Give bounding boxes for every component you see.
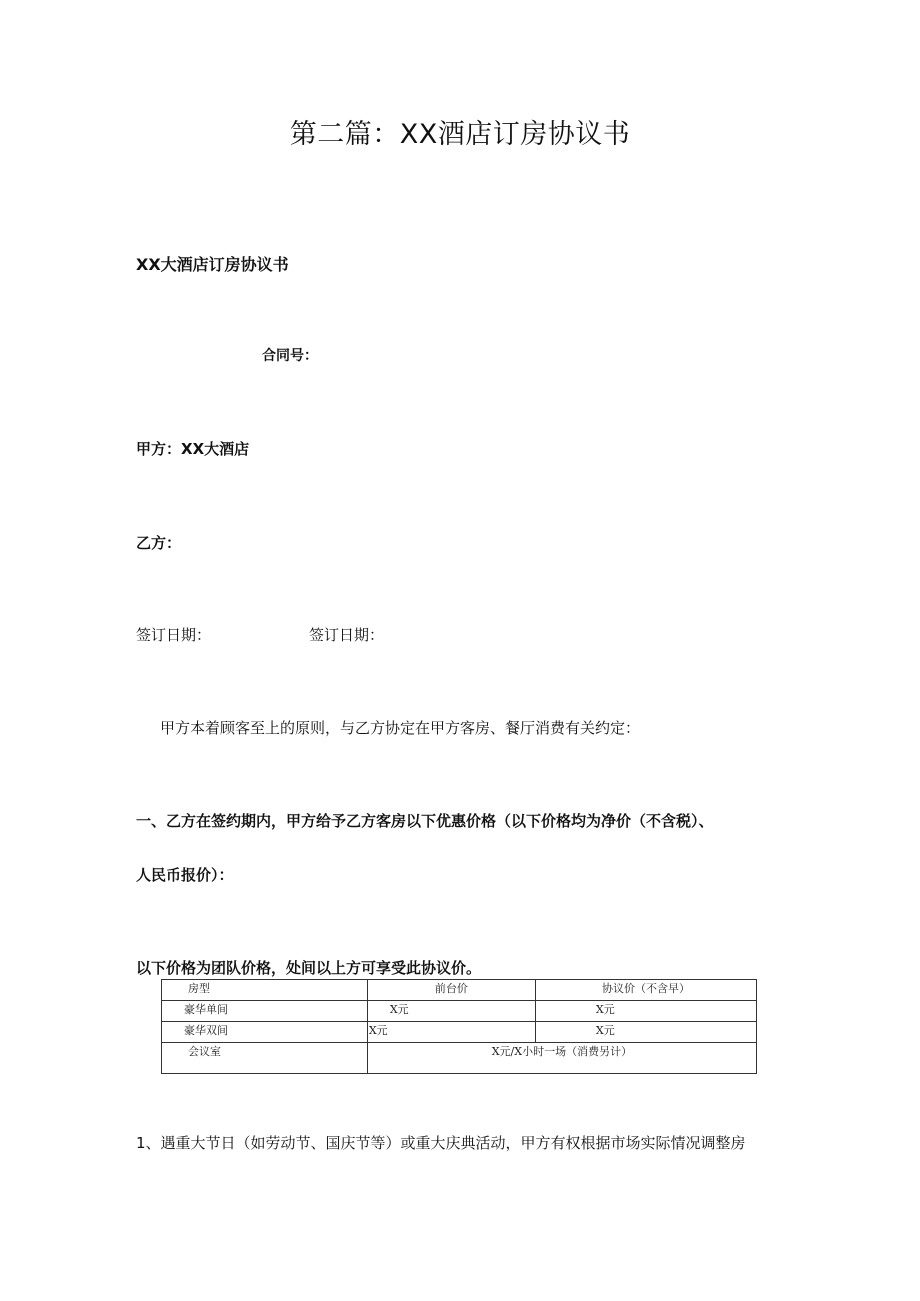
intro-paragraph: 甲方本着顾客至上的原则，与乙方协定在甲方客房、餐厅消费有关约定： — [160, 719, 641, 737]
header-agreement-price: 协议价（不含早） — [535, 980, 756, 1001]
room-type-cell: 豪华单间 — [162, 1001, 368, 1022]
table-row — [162, 1022, 757, 1043]
page-title: 第二篇：XX酒店订房协议书 — [289, 119, 631, 150]
clause-1-line-1: 一、乙方在签约期内，甲方给予乙方客房以下优惠价格（以下价格均为净价（不含税）、 — [136, 812, 714, 830]
front-price-cell: X元 — [367, 1001, 535, 1022]
price-table — [161, 979, 757, 1074]
room-type-cell: 会议室 — [162, 1043, 368, 1074]
room-type-cell: 豪华双间 — [162, 1022, 368, 1043]
group-price-note: 以下价格为团队价格，处间以上方可享受此协议价。 — [136, 959, 482, 977]
agreement-subtitle: XX大酒店订房协议书 — [136, 255, 289, 274]
agreement-price-cell: X元 — [535, 1022, 756, 1043]
clause-1-line-2: 人民币报价）： — [136, 866, 234, 884]
sign-date-label-party-b: 签订日期： — [309, 626, 385, 644]
front-price-cell: X元 — [367, 1022, 535, 1043]
item-1-paragraph: 1、遇重大节日（如劳动节、国庆节等）或重大庆典活动，甲方有权根据市场实际情况调整房 — [136, 1134, 746, 1152]
header-front-price: 前台价 — [367, 980, 535, 1001]
header-room-type: 房型 — [162, 980, 368, 1001]
meeting-room-price-cell: X元/X小时一场（消费另计） — [367, 1043, 756, 1074]
contract-number-label: 合同号： — [262, 348, 318, 364]
table-row-meeting-room — [162, 1043, 757, 1074]
agreement-price-cell: X元 — [535, 1001, 756, 1022]
party-a: 甲方：XX大酒店 — [136, 440, 250, 458]
party-b: 乙方： — [136, 534, 182, 552]
sign-date-label-party-a: 签订日期： — [136, 626, 212, 644]
table-header-row — [162, 980, 757, 1001]
table-row — [162, 1001, 757, 1022]
